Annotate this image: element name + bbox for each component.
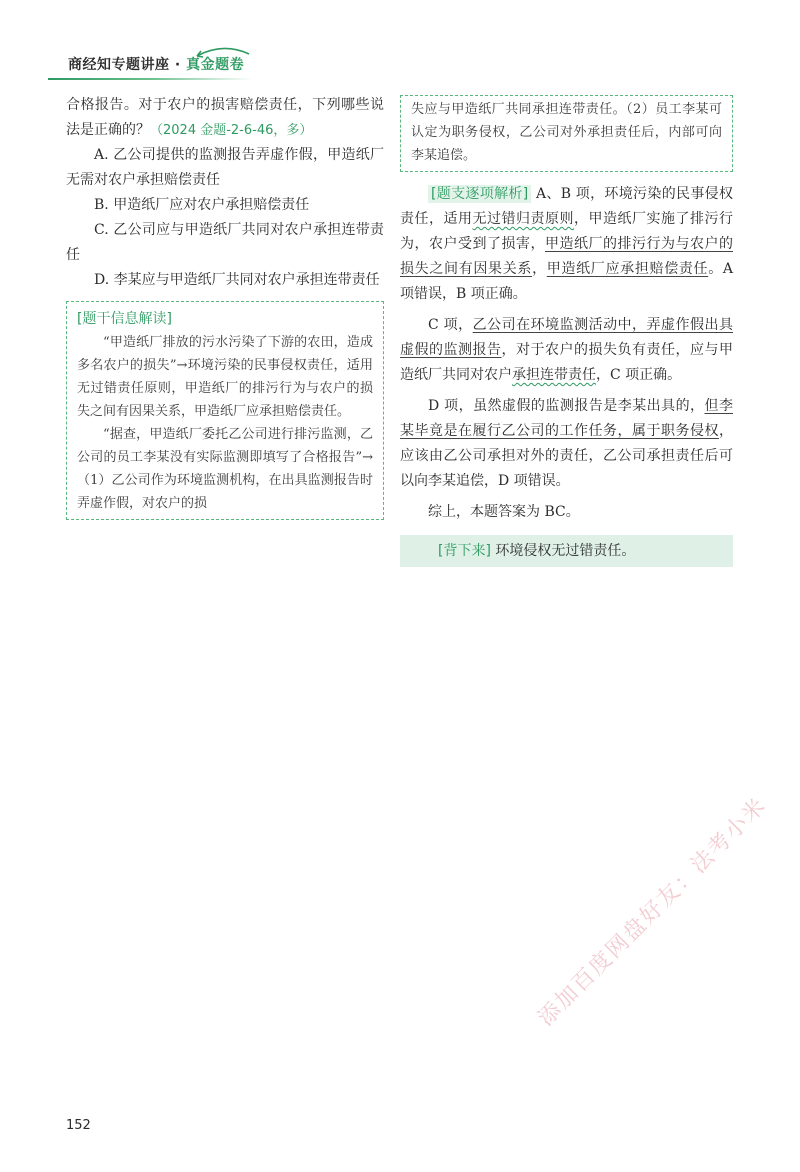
option-d: D. 李某应与甲造纸厂共同对农户承担连带责任: [94, 272, 380, 288]
header-title: [68, 54, 244, 74]
key-phrase: 无过错归责原则: [472, 211, 574, 227]
underlined-phrase: 乙公司在环境监测活动中，弄虚作假出具虚假的监测报告: [400, 317, 733, 358]
watermark: 添加百度网盘好友：法考小米: [533, 792, 772, 1032]
analysis-text: ，对于农户的损失负有责任，应与甲造纸厂共同对农户: [400, 342, 733, 383]
analysis-text: ，甲造纸厂实施了排污行为，农户受到了损害，: [400, 211, 733, 252]
answer-summary: 综上，本题答案为 BC。: [428, 504, 580, 520]
option-a: A. 乙公司提供的监测报告弄虚作假，甲造纸厂无需对农户承担赔偿责任: [66, 147, 384, 188]
info-box-continued: [400, 95, 733, 172]
analysis-text: ，: [532, 261, 547, 277]
analysis-text: C 项，: [428, 317, 473, 333]
info-box-tag: [题干信息解读]: [77, 311, 172, 327]
underlined-phrase: 但李某毕竟是在履行乙公司的工作任务，属于职务侵权: [400, 398, 733, 439]
header-rule: [48, 78, 253, 80]
analysis-tag: [题支逐项解析]: [428, 185, 531, 203]
left-column: [66, 93, 384, 520]
recite-tag: [背下来]: [438, 543, 491, 559]
recite-text: 环境侵权无过错责任。: [490, 543, 636, 559]
recite-box: [400, 535, 733, 567]
header-title-accent: 真金题卷: [186, 57, 245, 73]
page-number: 152: [66, 1118, 91, 1133]
analysis-text: D 项，虽然虚假的监测报告是李某出具的，: [428, 398, 705, 414]
analysis-text: ，应该由乙公司承担对外的责任，乙公司承担责任后可以向李某追偿，D 项错误。: [400, 423, 733, 489]
analysis-para-1: [400, 182, 733, 307]
analysis-text: ，C 项正确。: [596, 367, 682, 383]
info-box-para-1: “甲造纸厂排放的污水污染了下游的农田，造成多名农户的损失”→环境污染的民事侵权责任，适用无过错责任原则，甲造纸厂的排污行为与农户的损失之间有因果关系，甲造纸厂应承担赔偿责任。: [77, 335, 373, 419]
underlined-phrase: 甲造纸厂应承担赔偿责任: [546, 261, 709, 277]
analysis-para-3: [400, 394, 733, 494]
option-c: C. 乙公司应与甲造纸厂共同对农户承担连带责任: [66, 222, 384, 263]
option-b: B. 甲造纸厂应对农户承担赔偿责任: [94, 197, 310, 213]
question-source: （2024 金题-2-6-46，多）: [150, 123, 313, 138]
running-header: [48, 44, 258, 84]
header-title-main: 商经知专题讲座 ·: [68, 57, 187, 73]
right-column: [400, 95, 733, 567]
info-box-para-2: “据查，甲造纸厂委托乙公司进行排污监测，乙公司的员工李某没有实际监测即填写了合格报告”→（1）乙公司作为环境监测机构，在出具监测报告时弄虚作假，对农户的损: [77, 427, 373, 511]
question-text: 合格报告。对于农户的损害赔偿责任，下列哪些说法是正确的？: [66, 97, 384, 138]
analysis-text: A、B 项，环境污染的民事侵权责任，适用: [400, 186, 733, 227]
analysis-text: 。A 项错误，B 项正确。: [400, 261, 734, 302]
info-box: [66, 301, 384, 520]
info-box-cont-text: 失应与甲造纸厂共同承担连带责任。（2）员工李某可认定为职务侵权，乙公司对外承担责任后，内部可向李某追偿。: [411, 102, 722, 163]
question-stem: [66, 93, 384, 143]
analysis-para-2: [400, 313, 733, 388]
underlined-phrase: 甲造纸厂的排污行为与农户的损失之间有因果关系: [400, 236, 733, 277]
key-phrase: 承担连带责任: [512, 367, 596, 383]
